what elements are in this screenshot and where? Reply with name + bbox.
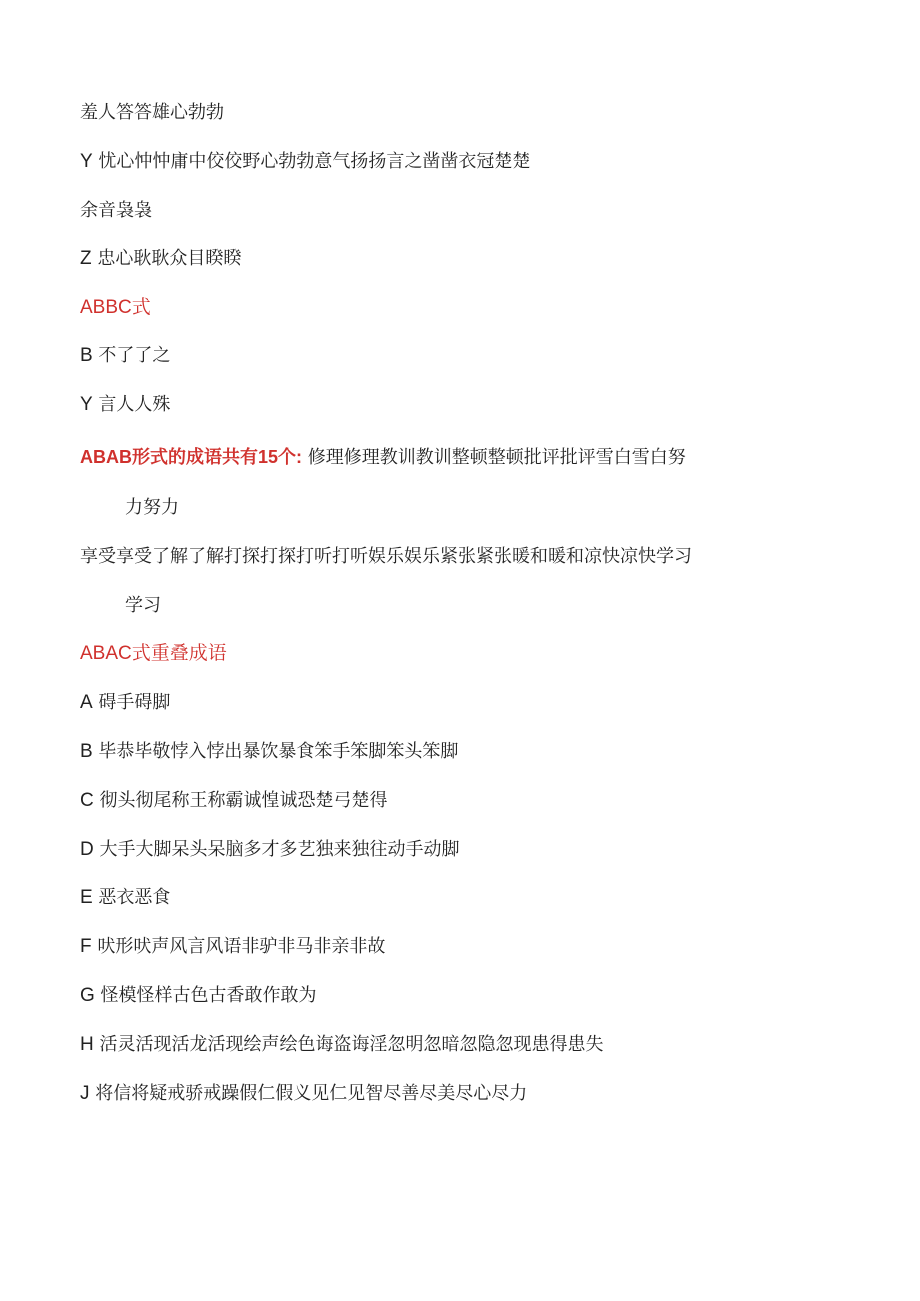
line-text: 学习	[125, 595, 161, 616]
line-text: 余音袅袅	[80, 200, 152, 221]
text-line	[80, 886, 170, 910]
text-line	[80, 935, 385, 959]
line-letter: G	[80, 985, 95, 1006]
text-line	[80, 740, 458, 764]
text-line	[80, 150, 530, 174]
line-letter: E	[80, 887, 93, 908]
text-line	[80, 101, 224, 125]
line-text: 力努力	[125, 497, 179, 518]
line-letter: J	[80, 1083, 90, 1104]
line-text: 羞人答答雄心勃勃	[80, 102, 224, 123]
line-letter: Z	[80, 248, 92, 269]
line-text: 忠心耿耿众目睽睽	[97, 248, 242, 269]
text-line	[80, 1082, 527, 1106]
line-text: 怪模怪样古色古香敢作敢为	[100, 985, 317, 1006]
text-line	[80, 691, 170, 715]
text-line-continuation	[125, 496, 179, 520]
line-text: 不了了之	[98, 345, 171, 366]
line-letter: B	[80, 741, 93, 762]
text-line-continuation	[125, 594, 161, 618]
abab-label: ABAB形式的成语共有15个:	[80, 447, 303, 467]
text-line	[80, 393, 170, 417]
text-line	[80, 445, 686, 470]
text-line	[80, 838, 459, 862]
line-text: 彻头彻尾称王称霸诚惶诚恐楚弓楚得	[99, 790, 388, 811]
text-line	[80, 984, 317, 1008]
line-text: 碍手碍脚	[98, 692, 171, 713]
line-text: 恶衣恶食	[98, 887, 171, 908]
section-heading	[80, 642, 227, 666]
line-letter: Y	[80, 394, 93, 415]
text-line	[80, 1033, 603, 1057]
text-line	[80, 247, 241, 271]
heading-text: ABAC式重叠成语	[80, 643, 227, 664]
text-line	[80, 344, 170, 368]
line-text: 毕恭毕敬悖入悖出暴饮暴食笨手笨脚笨头笨脚	[98, 741, 459, 762]
text-line	[80, 199, 152, 223]
line-letter: A	[80, 692, 93, 713]
line-letter: D	[80, 839, 94, 860]
text-line	[80, 545, 692, 569]
line-text: 将信将疑戒骄戒躁假仁假义见仁见智尽善尽美尽心尽力	[95, 1083, 528, 1104]
text-line	[80, 789, 387, 813]
line-text: 享受享受了解了解打探打探打听打听娱乐娱乐紧张紧张暖和暖和凉快凉快学习	[80, 546, 692, 567]
line-letter: Y	[80, 151, 93, 172]
line-letter: B	[80, 345, 93, 366]
heading-text: ABBC式	[80, 297, 151, 318]
line-letter: F	[80, 936, 92, 957]
line-letter: H	[80, 1034, 94, 1055]
line-text: 活灵活现活龙活现绘声绘色诲盗诲淫忽明忽暗忽隐忽现患得患失	[99, 1034, 604, 1055]
section-heading	[80, 296, 151, 320]
line-text: 言人人殊	[98, 394, 171, 415]
line-text: 吠形吠声风言风语非驴非马非亲非故	[97, 936, 386, 957]
line-text: 修理修理教训教训整顿整顿批评批评雪白雪白努	[307, 447, 686, 468]
line-letter: C	[80, 790, 94, 811]
line-text: 大手大脚呆头呆脑多才多艺独来独往动手动脚	[99, 839, 460, 860]
line-text: 忧心忡忡庸中佼佼野心勃勃意气扬扬言之凿凿衣冠楚楚	[98, 151, 531, 172]
